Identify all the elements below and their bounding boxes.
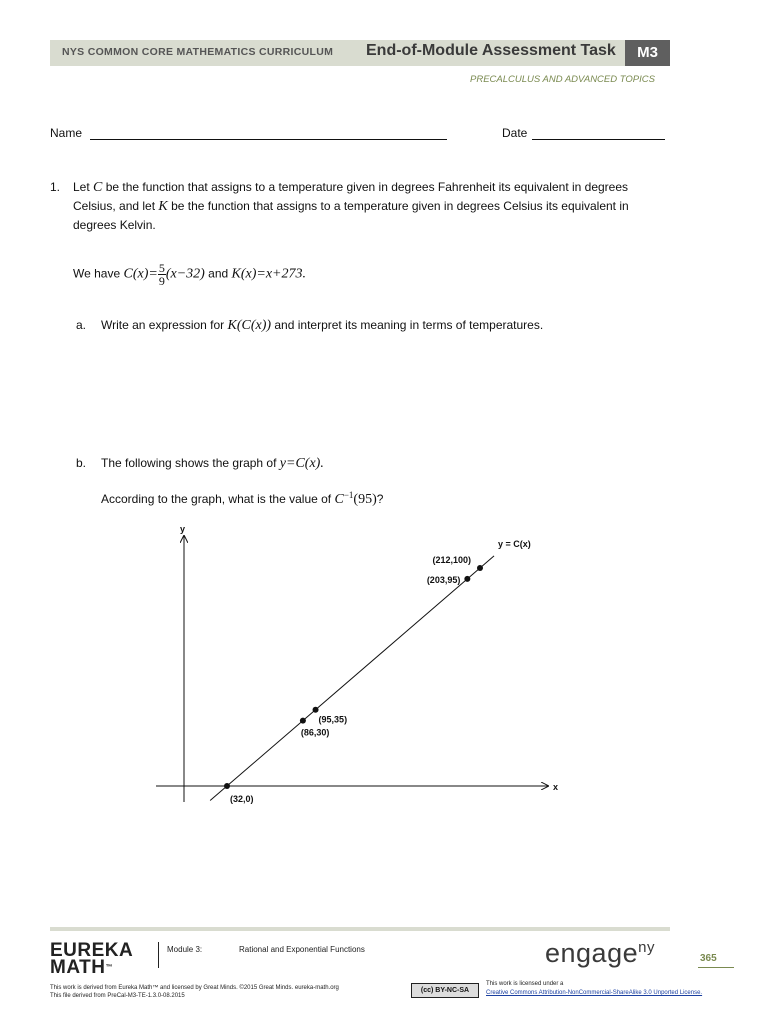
data-point-2 xyxy=(313,707,319,713)
data-point-3 xyxy=(464,576,470,582)
part-a-label: a. xyxy=(76,318,87,332)
engageny-logo: engage$^{ny}$ xyxy=(545,938,655,968)
data-point-label-4: (212,100) xyxy=(432,555,471,565)
credit-line-2: This file derived from PreCal-M3-TE-1.3.0-08.2015 xyxy=(50,993,185,999)
module-title: Rational and Exponential Functions xyxy=(239,945,365,954)
part-b-text: The following shows the graph of y=C(x). xyxy=(101,456,324,471)
license-link[interactable]: Creative Commons Attribution-NonCommercial-ShareAlike 3.0 Unported License. xyxy=(486,990,703,996)
part-a-text: Write an expression for K(C(x)) and interpret its meaning in terms of temperatures. xyxy=(101,318,544,333)
question-intro: Let C be the function that assigns to a temperature given in degrees Fahrenheit its equivalent in degrees Celsius, and let K be the function that assigns to a temperature given in degrees Celsius its equivalent in degrees Kelvin. xyxy=(73,180,629,232)
name-line[interactable] xyxy=(90,139,447,140)
course-subtitle: PRECALCULUS AND ADVANCED TOPICS xyxy=(470,74,655,85)
graph-y-equals-c-of-x xyxy=(150,520,570,815)
question-number: 1. xyxy=(50,180,61,194)
y-axis-label: y xyxy=(180,524,186,534)
footer-band xyxy=(50,927,670,931)
license-intro: This work is licensed under a xyxy=(486,981,564,987)
fraction-five-ninths: $\frac{5}{9}$ xyxy=(158,261,165,288)
credit-line-1: This work is derived from Eureka Math™ and licensed by Great Minds. ©2015 Great Minds. eureka-math.org xyxy=(50,985,339,991)
part-b-label: b. xyxy=(76,456,87,470)
cc-license-badge: (cc) BY-NC-SA xyxy=(411,983,479,998)
module-label: Module 3: xyxy=(167,945,203,954)
curriculum-label: NYS COMMON CORE MATHEMATICS CURRICULUM xyxy=(62,46,334,58)
series-label: y = C(x) xyxy=(498,539,531,549)
module-badge: M3 xyxy=(625,40,670,66)
x-axis-label: x xyxy=(553,782,559,792)
part-b-question: According to the graph, what is the value of $C^{-1}(95)$? xyxy=(101,490,384,507)
page-number-rule xyxy=(698,967,734,968)
date-label: Date xyxy=(502,126,528,140)
data-point-label-1: (86,30) xyxy=(300,727,330,738)
data-point-label-3: (203,95) xyxy=(426,574,461,585)
date-line[interactable] xyxy=(532,139,665,140)
formula-line: We have C(x)= $\frac{5}{9}$ (x−32) and K(x)=x+273. xyxy=(73,261,306,288)
data-point-label-0: (32,0) xyxy=(230,794,254,804)
footer-divider xyxy=(158,942,159,968)
data-point-4 xyxy=(477,565,483,571)
eureka-math-logo: EUREKA MATH™ xyxy=(50,940,134,978)
page-title: End-of-Module Assessment Task xyxy=(366,42,616,59)
series-line xyxy=(210,556,494,801)
page-number: 365 xyxy=(700,953,717,964)
name-label: Name xyxy=(50,126,83,140)
data-point-0 xyxy=(224,783,230,789)
data-point-label-2: (95,35) xyxy=(318,714,348,725)
data-point-1 xyxy=(300,718,306,724)
